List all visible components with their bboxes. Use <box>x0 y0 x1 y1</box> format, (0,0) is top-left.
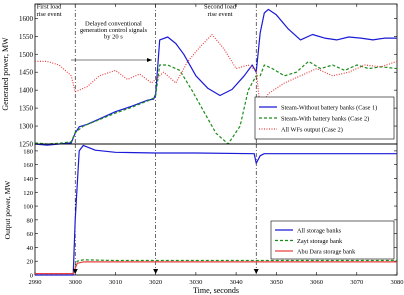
x-tick-label: 2990 <box>28 279 42 286</box>
y-tick-label: 1450 <box>19 68 33 77</box>
x-tick-label: 3070 <box>350 279 364 286</box>
bottom-legend <box>271 221 394 259</box>
legend-label: All WFs output (Case 2) <box>281 126 343 134</box>
x-tick-label: 3040 <box>229 279 243 286</box>
y-tick-label: 180 <box>23 148 33 156</box>
y-tick-label: 20 <box>26 258 33 266</box>
y-tick-label: 60 <box>26 231 33 239</box>
legend-label: All storage banks <box>297 227 342 235</box>
annotation-text: generation control signals <box>79 27 148 34</box>
y-tick-label: 1400 <box>19 86 33 95</box>
x-tick-label: 3010 <box>108 279 122 286</box>
y-tick-label: 1350 <box>19 104 33 113</box>
y-tick-label: 140 <box>23 175 33 183</box>
y-tick-label: 0 <box>29 272 33 280</box>
y-tick-label: 40 <box>26 244 33 252</box>
y-tick-label: 100 <box>23 203 33 211</box>
x-tick-label: 3060 <box>310 279 324 286</box>
annotation-text: rise event <box>207 10 233 18</box>
x-tick-label: 3050 <box>269 279 283 286</box>
top-legend <box>255 97 394 139</box>
y-tick-label: 1250 <box>19 140 33 149</box>
x-axis-label: Time, seconds <box>193 286 239 295</box>
x-tick-label: 3030 <box>189 279 203 286</box>
annotation-text: First load <box>36 3 62 11</box>
x-tick-label: 3080 <box>390 279 404 286</box>
y-tick-label: 120 <box>23 189 33 197</box>
y-tick-label: 160 <box>23 162 33 170</box>
legend-label: Steam-Without battery banks (Case 1) <box>281 104 378 112</box>
y-tick-label: 1500 <box>19 50 33 59</box>
annotation-text: by 20 s <box>104 33 123 41</box>
top-y-axis-label: Generated power, MW <box>1 37 10 111</box>
y-tick-label: 80 <box>26 217 33 225</box>
bottom-y-axis-label: Output power, MW <box>3 180 12 240</box>
y-tick-label: 1550 <box>19 32 33 41</box>
legend-label: Abu Dara storage bank <box>297 248 356 256</box>
annotation-text: Second load <box>204 3 236 11</box>
legend-label: Zayt storage bank <box>297 238 343 245</box>
annotation-text: rise event <box>36 10 62 18</box>
x-tick-label: 3000 <box>68 279 82 286</box>
y-tick-label: 1600 <box>19 14 33 23</box>
annotation-text: Delayed conventional <box>85 20 142 28</box>
x-tick-label: 3020 <box>149 279 163 286</box>
y-tick-label: 1300 <box>19 122 33 131</box>
legend-label: Steam-With battery banks (Case 2) <box>281 115 370 123</box>
